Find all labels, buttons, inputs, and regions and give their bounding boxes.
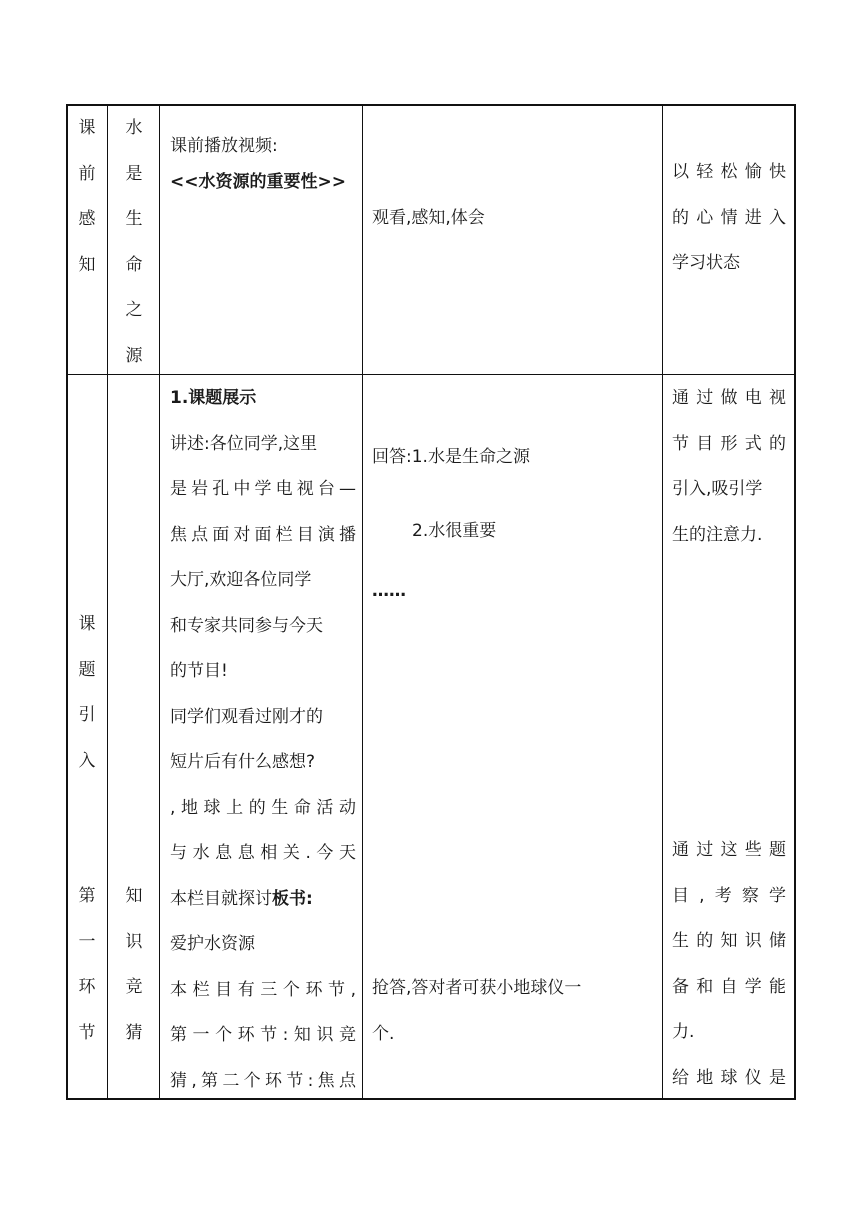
table-border-left bbox=[66, 104, 68, 1100]
teacher-activity: 1.课题展示 讲述:各位同学,这里 是岩孔中学电视台— 焦点面对面栏目演播 大厅,欢迎各位同学 和专家共同参与今天 的节目! 同学们观看过刚才的 短片后有什么感想? ,地球上的生命活动 与水息息相关.今天 本栏目就探讨板书: 爱护水资源 本栏目有三个环节, 第一个环节:知识竞 猜,第二个环节:焦点 bbox=[170, 376, 356, 1104]
lesson-plan-table bbox=[66, 104, 796, 1100]
row-divider bbox=[66, 374, 796, 375]
table-border-right bbox=[794, 104, 796, 1100]
design-intent: 以轻松愉快 的心情进入 学习状态 bbox=[672, 162, 786, 273]
student-answer-2: 2.水很重要 bbox=[412, 521, 497, 541]
stage-label: 课 题 引 入 bbox=[78, 614, 96, 771]
ellipsis: …… bbox=[372, 581, 406, 601]
topic-label: 水 是 生 命 之 源 bbox=[125, 118, 143, 366]
design-intent: 通过做电视 节目形式的 引入,吸引学 生的注意力. bbox=[672, 388, 786, 545]
student-answer-3: 抢答,答对者可获小地球仪一 个. bbox=[372, 978, 582, 1044]
teacher-line: 课前播放视频: bbox=[170, 136, 278, 156]
topic-label: 知 识 竞 猜 bbox=[125, 886, 143, 1043]
blackboard-label: 板书: bbox=[272, 888, 313, 909]
stage-label-2: 第 一 环 节 bbox=[78, 886, 96, 1043]
design-intent-2: 通过这些题 目,考察学 生的知识储 备和自学能 力. 给地球仪是 bbox=[672, 840, 786, 1088]
section-heading: 1.课题展示 bbox=[170, 388, 257, 408]
stage-label: 课 前 感 知 bbox=[78, 118, 96, 275]
student-activity: 观看,感知,体会 bbox=[372, 208, 485, 228]
student-answer-1: 回答:1.水是生命之源 bbox=[372, 447, 530, 467]
video-title: <<水资源的重要性>> bbox=[170, 171, 346, 192]
column-divider bbox=[362, 104, 363, 1100]
table-border-top bbox=[66, 104, 796, 106]
teacher-activity bbox=[170, 124, 356, 205]
column-divider bbox=[107, 104, 108, 1100]
column-divider bbox=[159, 104, 160, 1100]
column-divider bbox=[662, 104, 663, 1100]
